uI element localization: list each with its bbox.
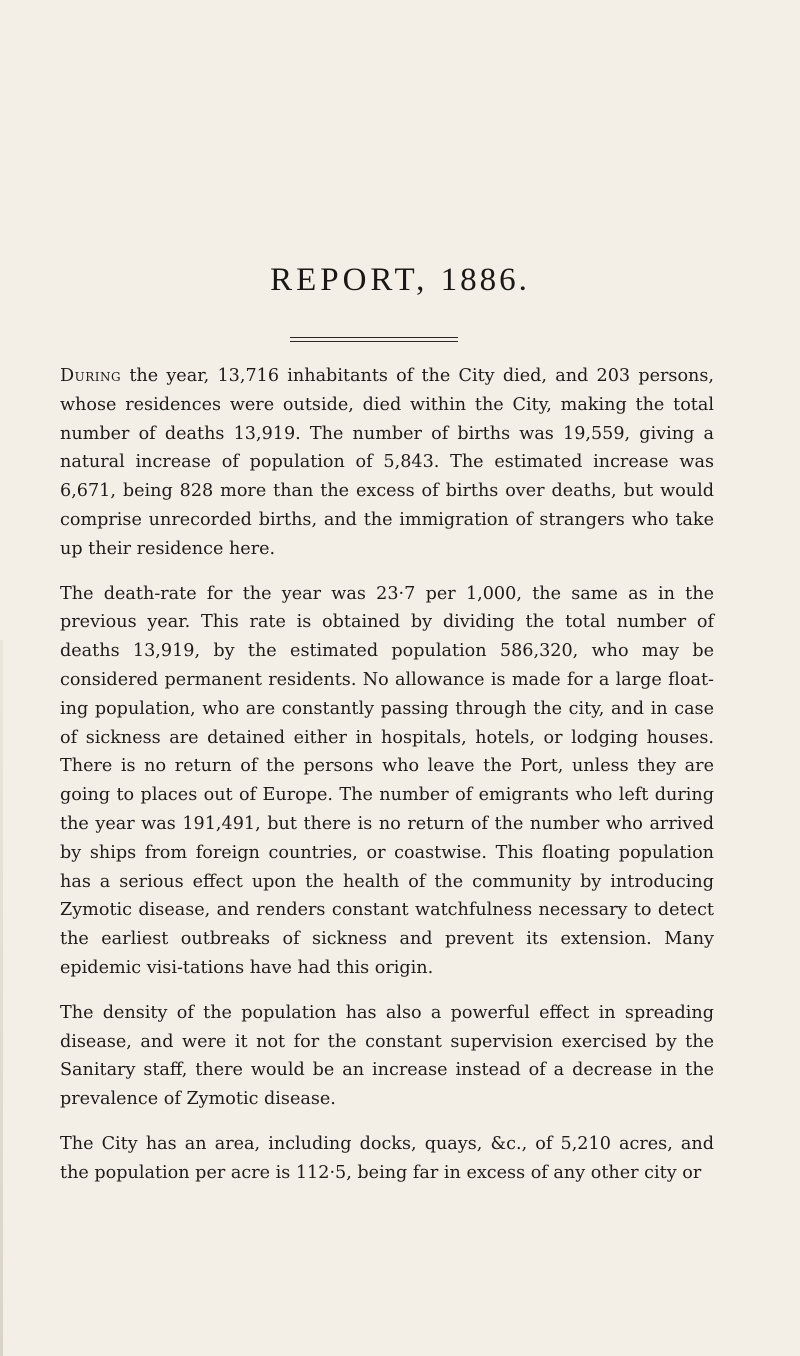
title-rule-top	[290, 337, 458, 338]
report-title-word: REPORT,	[270, 262, 429, 298]
report-title-year: 1886.	[440, 262, 530, 298]
paragraph-text: the year, 13,716 inhabitants of the City died, and 203 persons, whose residences were outside, died within the City, making the total number of deaths 13,919. The number of births was 19,559, giving a natural increase of population of 5,843. The estimated increase was 6,671, being 828 more than the excess of births over deaths, but would comprise unrecorded births, and the immigration of strangers who take up their residence here.	[60, 366, 714, 559]
report-title	[0, 262, 800, 299]
title-rule-bottom	[290, 341, 458, 342]
paragraph-density: The density of the population has also a powerful effect in spreading disease, and were it not for the constant supervision exercised by the Sanitary staff, there would be an increase instead of a decrease in the prevalence of Zymotic disease.	[60, 1002, 714, 1110]
page-edge-shadow	[0, 640, 3, 1356]
paragraph-death-rate: The death-rate for the year was 23·7 per 1,000, the same as in the previous year. This rate is obtained by dividing the total number of deaths 13,919, by the estimated population 586,320, who may be considered permanent residents. No allowance is made for a large float-ing population, who are constantly passing through the city, and in case of sickness are detained either in hospitals, hotels, or lodging houses. There is no return of the persons who leave the Port, unless they are going to places out of Europe. The number of emigrants who left during the year was 191,491, but there is no return of the number who arrived by ships from foreign countries, or coastwise. This floating population has a serious effect upon the health of the community by introducing Zymotic disease, and renders constant watchfulness necessary to detect the earliest outbreaks of sickness and prevent its extension. Many epidemic visi-tations have had this origin.	[60, 583, 714, 978]
paragraph-area: The City has an area, including docks, quays, &c., of 5,210 acres, and the population per acre is 112·5, being far in excess of any other city or	[60, 1133, 714, 1183]
report-body	[60, 362, 714, 1188]
paragraph-deaths-births	[60, 362, 714, 564]
paragraph-lead-word: During	[60, 366, 122, 386]
